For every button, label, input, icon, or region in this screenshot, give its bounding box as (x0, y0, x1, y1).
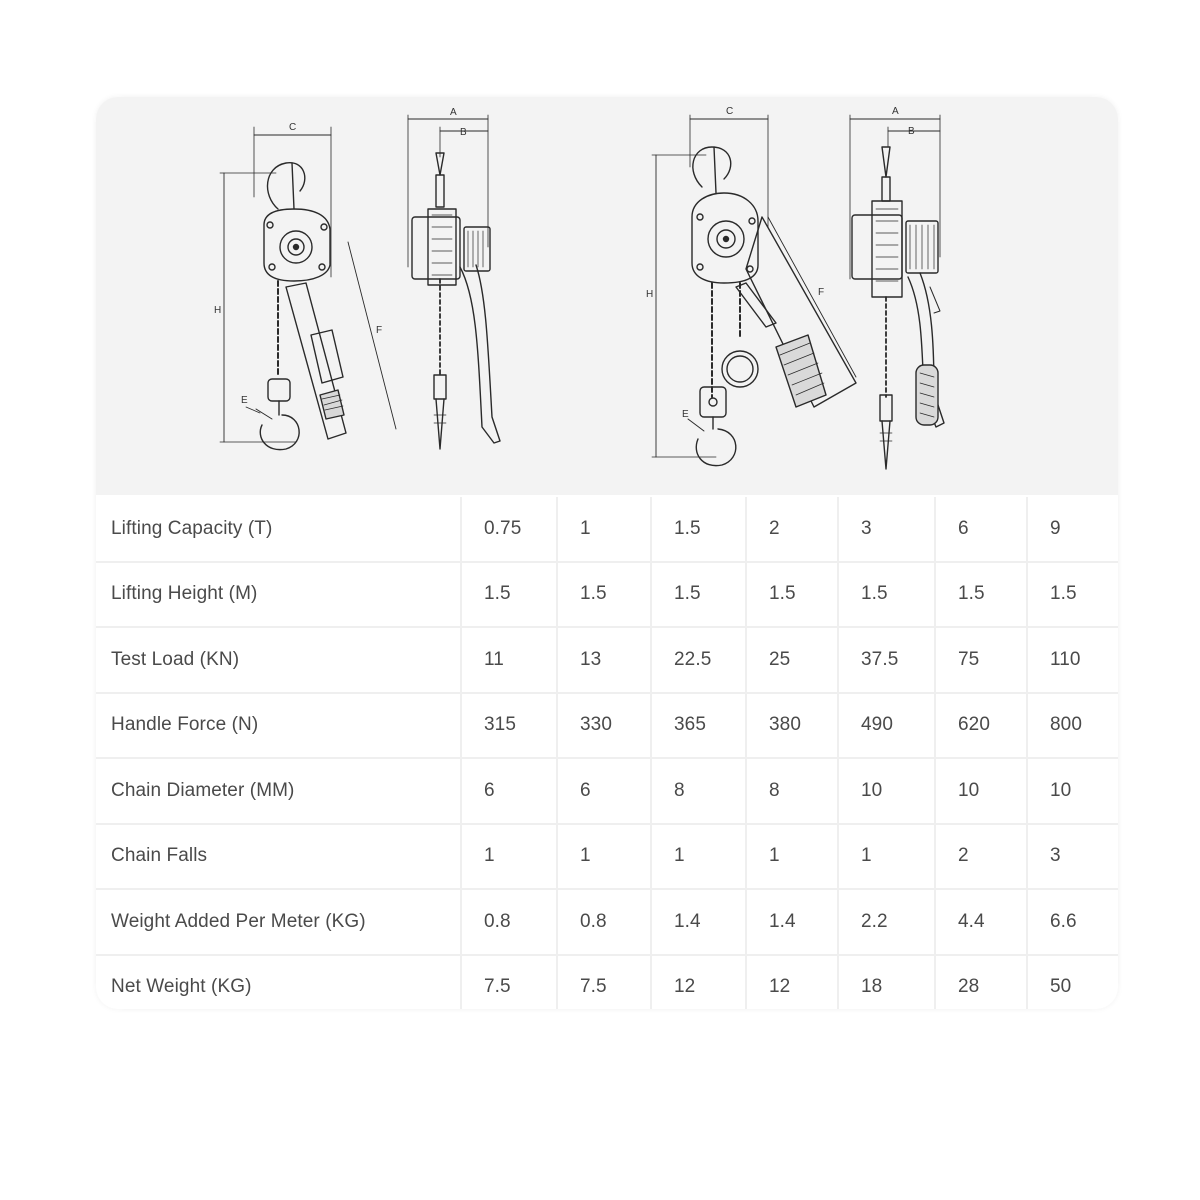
spec-value-cell: 28 (935, 955, 1027, 1010)
dim-label-c1: C (289, 122, 297, 133)
spec-value-cell: 6.6 (1027, 889, 1118, 955)
spec-value-cell: 800 (1027, 693, 1118, 759)
spec-value-cell: 1 (838, 824, 935, 890)
spec-value-cell: 1 (461, 824, 557, 890)
spec-value-cell: 7.5 (461, 955, 557, 1010)
spec-value-cell: 1.4 (746, 889, 838, 955)
spec-value-cell: 1 (746, 824, 838, 890)
spec-value-cell: 8 (746, 758, 838, 824)
dim-label-f2: F (818, 287, 825, 298)
spec-value-cell: 9 (1027, 497, 1118, 562)
spec-row-label: Chain Diameter (MM) (96, 758, 461, 824)
spec-row-chain-diameter-mm (96, 758, 1118, 824)
spec-value-cell: 50 (1050, 976, 1072, 998)
spec-row-label: Chain Falls (96, 824, 461, 890)
spec-value-cell: 1.5 (1027, 562, 1118, 628)
dim-label-h1: H (214, 305, 222, 316)
spec-value-cell: 6 (935, 497, 1027, 562)
spec-value-cell: 10 (1027, 758, 1118, 824)
spec-row-weight-added-per-meter-kg (96, 889, 1118, 955)
spec-value-cell: 2.2 (838, 889, 935, 955)
spec-value-cell: 1 (557, 824, 651, 890)
dim-label-e1: E (241, 395, 248, 406)
spec-row-handle-force-n (96, 693, 1118, 759)
spec-value-cell: 380 (746, 693, 838, 759)
hoist-1-side-view (408, 115, 500, 449)
spec-value-cell: 6 (461, 758, 557, 824)
spec-value-cell: 110 (1027, 627, 1118, 693)
dim-label-h2: H (646, 289, 654, 300)
spec-row-lifting-capacity-t (96, 497, 1118, 562)
spec-row-label: Lifting Height (M) (96, 562, 461, 628)
spec-value-cell: 1 (651, 824, 746, 890)
spec-row-label: Net Weight (KG) (96, 955, 461, 1010)
spec-value-cell: 3 (1027, 824, 1118, 890)
spec-value-cell: 37.5 (838, 627, 935, 693)
spec-value-cell: 1.5 (746, 562, 838, 628)
spec-value-cell: 1.5 (651, 562, 746, 628)
dim-label-b2: B (908, 126, 915, 137)
spec-row-test-load-kn (96, 627, 1118, 693)
spec-value-cell: 0.8 (461, 889, 557, 955)
dim-label-a1: A (450, 107, 457, 118)
spec-card (96, 97, 1118, 1009)
hoist-drawing-svg (96, 97, 1118, 495)
spec-value-cell: 12 (651, 955, 746, 1010)
spec-value-cell: 8 (651, 758, 746, 824)
spec-value-cell: 13 (557, 627, 651, 693)
spec-value-cell: 490 (838, 693, 935, 759)
spec-value-cell: 1.5 (651, 497, 746, 562)
spec-row-label: Weight Added Per Meter (KG) (96, 889, 461, 955)
spec-row-label: Handle Force (N) (96, 693, 461, 759)
spec-value-cell: 0.8 (557, 889, 651, 955)
spec-value-cell: 365 (651, 693, 746, 759)
spec-row-label: Lifting Capacity (T) (96, 497, 461, 562)
spec-value-cell: 18 (838, 955, 935, 1010)
spec-value-cell: 330 (557, 693, 651, 759)
spec-value-cell: 10 (838, 758, 935, 824)
spec-row-net-weight-kg (96, 955, 1118, 1010)
dim-label-b1: B (460, 127, 467, 138)
specification-table-body (96, 497, 1118, 1009)
dim-label-c2: C (726, 106, 734, 117)
spec-value-cell: 2 (935, 824, 1027, 890)
spec-value-cell: 4.4 (935, 889, 1027, 955)
spec-value-cell: 25 (746, 627, 838, 693)
spec-value-cell: 7.5 (557, 955, 651, 1010)
spec-value-cell: 6 (557, 758, 651, 824)
hoist-technical-drawing (96, 97, 1118, 495)
spec-row-lifting-height-m (96, 562, 1118, 628)
spec-value-cell: 1.5 (461, 562, 557, 628)
spec-value-cell: 12 (746, 955, 838, 1010)
hoist-2-side-view (850, 115, 944, 469)
dim-label-a2: A (892, 106, 899, 117)
spec-value-cell: 315 (461, 693, 557, 759)
specification-table (96, 497, 1118, 1009)
spec-value-cell: 620 (935, 693, 1027, 759)
dim-label-e2: E (682, 409, 689, 420)
spec-value-cell: 1.5 (557, 562, 651, 628)
spec-value-cell: 1.5 (935, 562, 1027, 628)
spec-value-cell: 22.5 (651, 627, 746, 693)
spec-value-cell: 1.4 (651, 889, 746, 955)
spec-value-cell: 75 (935, 627, 1027, 693)
dim-label-f1: F (376, 325, 383, 336)
spec-value-cell: 1 (557, 497, 651, 562)
spec-value-cell: 11 (461, 627, 557, 693)
spec-value-cell: 10 (935, 758, 1027, 824)
spec-value-cell: 0.75 (461, 497, 557, 562)
spec-value-cell: 2 (746, 497, 838, 562)
spec-value-cell: 1.5 (838, 562, 935, 628)
spec-value-cell: 3 (838, 497, 935, 562)
spec-row-chain-falls (96, 824, 1118, 890)
spec-row-label: Test Load (KN) (96, 627, 461, 693)
